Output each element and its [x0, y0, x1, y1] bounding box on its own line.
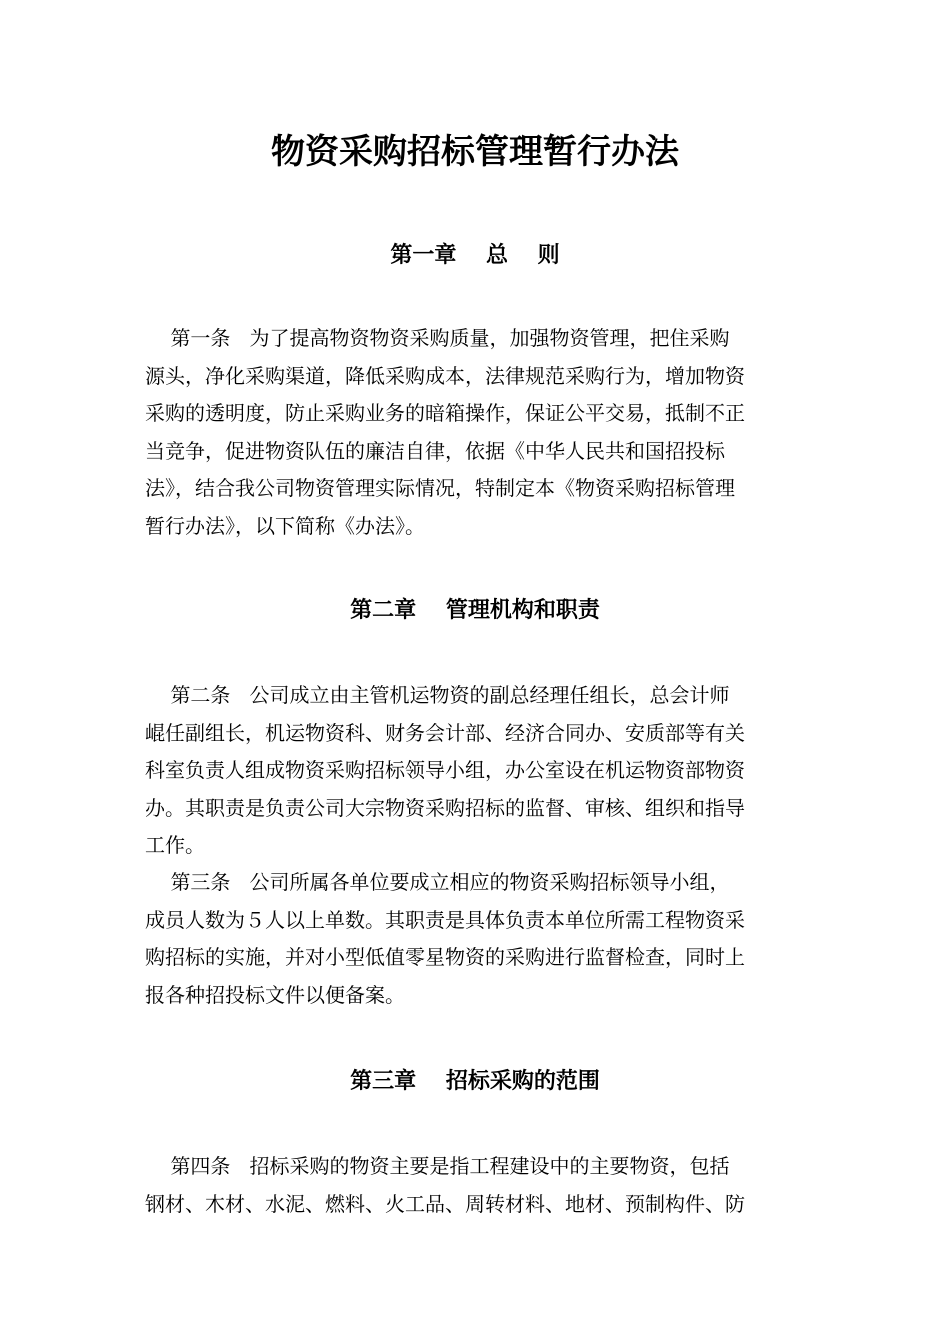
- paragraph-line: 源头，净化采购渠道，降低采购成本，法律规范采购行为，增加物资: [145, 363, 745, 388]
- paragraph-line: [145, 864, 807, 902]
- paragraph-line: 科室负责人组成物资采购招标领导小组，办公室设在机运物资部物资: [145, 758, 745, 782]
- paragraph-line: 采购的透明度，防止采购业务的暗箱操作，保证公平交易，抵制不正: [145, 401, 745, 425]
- document-title: 物资采购招标管理暂行办法: [271, 132, 679, 172]
- chapter-heading: 第二章 管理机构和职责: [350, 597, 600, 623]
- article-paragraph: [145, 1148, 807, 1223]
- paragraph-line: 法》，结合我公司物资管理实际情况，特制定本《物资采购招标管理: [145, 476, 735, 500]
- chapter-heading: 第一章 总 则: [390, 242, 560, 268]
- paragraph-line: [145, 1148, 807, 1186]
- article-paragraph: [145, 864, 807, 1014]
- line-text: 招标采购的物资主要是指工程建设中的主要物资，包括: [249, 1154, 730, 1178]
- article-label: 第二条: [170, 683, 231, 707]
- paragraph-line: 暂行办法》，以下简称《办法》。: [145, 513, 425, 538]
- paragraph-line: 工作。: [145, 833, 205, 857]
- paragraph-line: 报各种招投标文件以便备案。: [145, 982, 405, 1007]
- paragraph-line: 成员人数为５人以上单数。其职责是具体负责本单位所需工程物资采: [145, 907, 745, 932]
- article-label: 第三条: [170, 870, 231, 894]
- article-paragraph: [145, 320, 807, 545]
- chapter-heading: 第三章 招标采购的范围: [350, 1068, 600, 1094]
- paragraph-line: 崐任副组长，机运物资科、财务会计部、经济合同办、安质部等有关: [145, 720, 745, 745]
- paragraph-line: 当竞争，促进物资队伍的廉洁自律，依据《中华人民共和国招投标: [145, 438, 725, 463]
- article-label: 第一条: [170, 326, 231, 350]
- line-text: 公司所属各单位要成立相应的物资采购招标领导小组，: [249, 870, 730, 894]
- paragraph-line: 购招标的实施，并对小型低值零星物资的采购进行监督检查，同时上: [145, 945, 745, 969]
- paragraph-line: 钢材、木材、水泥、燃料、火工品、周转材料、地材、预制构件、防: [145, 1191, 745, 1216]
- line-text: 公司成立由主管机运物资的副总经理任组长，总会计师: [249, 683, 730, 707]
- article-paragraph: [145, 677, 807, 865]
- line-text: 为了提高物资物资采购质量，加强物资管理，把住采购: [249, 326, 730, 350]
- article-label: 第四条: [170, 1154, 231, 1178]
- paragraph-line: 办。其职责是负责公司大宗物资采购招标的监督、审核、组织和指导: [145, 795, 745, 820]
- paragraph-line: [145, 320, 807, 358]
- paragraph-line: [145, 677, 807, 715]
